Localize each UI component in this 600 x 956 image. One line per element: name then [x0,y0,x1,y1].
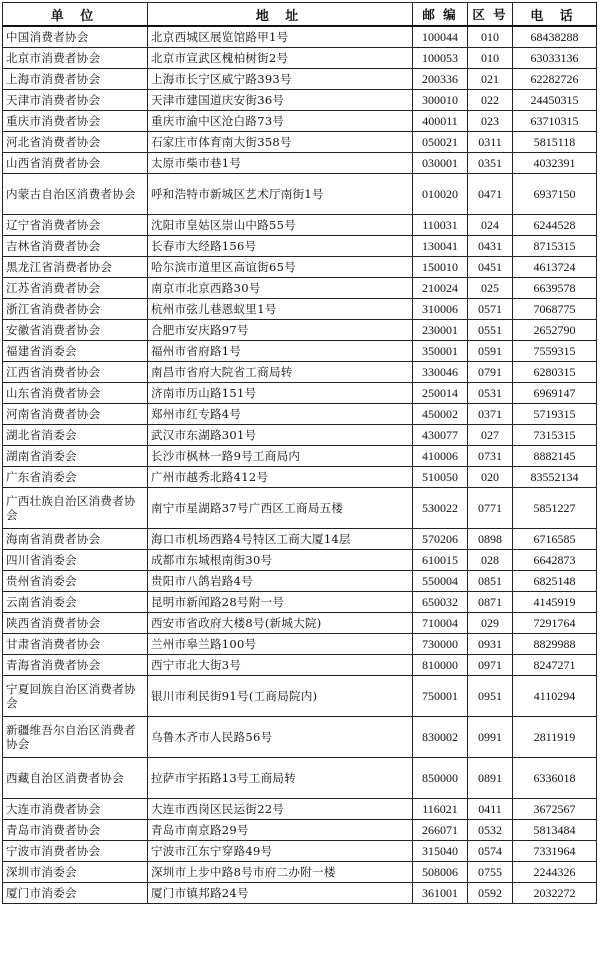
cell-area-code: 021 [468,69,513,90]
cell-unit: 上海市消费者协会 [3,69,148,90]
cell-address: 厦门市镇邦路24号 [148,883,413,904]
cell-zip: 750001 [413,676,468,717]
cell-zip: 810000 [413,655,468,676]
cell-zip: 250014 [413,383,468,404]
cell-address: 长沙市枫林一路9号工商局内 [148,446,413,467]
cell-zip: 400011 [413,111,468,132]
cell-unit: 深圳市消委会 [3,862,148,883]
table-row [3,717,597,758]
cell-phone: 6244528 [513,215,597,236]
cell-zip: 100053 [413,48,468,69]
cell-area-code: 010 [468,48,513,69]
cell-phone: 6937150 [513,174,597,215]
header-row [3,3,597,27]
cell-area-code: 0951 [468,676,513,717]
cell-area-code: 0991 [468,717,513,758]
cell-phone: 6825148 [513,571,597,592]
cell-area-code: 0871 [468,592,513,613]
cell-phone: 2811919 [513,717,597,758]
cell-unit: 青岛市消费者协会 [3,820,148,841]
cell-area-code: 0592 [468,883,513,904]
cell-address: 贵阳市八鸽岩路4号 [148,571,413,592]
cell-unit: 厦门市消委会 [3,883,148,904]
consumer-association-table [2,2,597,904]
cell-phone: 3672567 [513,799,597,820]
cell-zip: 310006 [413,299,468,320]
table-row [3,320,597,341]
table-row [3,592,597,613]
cell-zip: 330046 [413,362,468,383]
cell-zip: 050021 [413,132,468,153]
column-header-zip: 邮 编 [413,3,468,27]
cell-area-code: 027 [468,425,513,446]
cell-unit: 云南省消委会 [3,592,148,613]
cell-phone: 6969147 [513,383,597,404]
cell-zip: 030001 [413,153,468,174]
cell-area-code: 023 [468,111,513,132]
column-header-unit: 单 位 [3,3,148,27]
cell-phone: 6642873 [513,550,597,571]
cell-area-code: 0471 [468,174,513,215]
cell-address: 南京市北京西路30号 [148,278,413,299]
cell-area-code: 0591 [468,341,513,362]
table-row [3,48,597,69]
cell-zip: 230001 [413,320,468,341]
cell-unit: 江苏省消费者协会 [3,278,148,299]
cell-address: 海口市机场西路4号特区工商大厦14层 [148,529,413,550]
table-row [3,446,597,467]
cell-area-code: 0551 [468,320,513,341]
cell-area-code: 0431 [468,236,513,257]
cell-unit: 河南省消费者协会 [3,404,148,425]
table-row [3,655,597,676]
cell-unit: 浙江省消费者协会 [3,299,148,320]
cell-unit: 宁波市消费者协会 [3,841,148,862]
cell-unit: 天津市消费者协会 [3,90,148,111]
table-row [3,404,597,425]
cell-area-code: 0531 [468,383,513,404]
cell-address: 上海市长宁区威宁路393号 [148,69,413,90]
table-row [3,634,597,655]
cell-unit: 陕西省消费者协会 [3,613,148,634]
cell-address: 广州市越秀北路412号 [148,467,413,488]
cell-phone: 7559315 [513,341,597,362]
cell-area-code: 022 [468,90,513,111]
cell-address: 天津市建国道庆安街36号 [148,90,413,111]
cell-zip: 610015 [413,550,468,571]
cell-zip: 150010 [413,257,468,278]
cell-address: 合肥市安庆路97号 [148,320,413,341]
cell-address: 呼和浩特市新城区艺术厅南街1号 [148,174,413,215]
cell-unit: 重庆市消费者协会 [3,111,148,132]
table-row [3,236,597,257]
cell-phone: 5851227 [513,488,597,529]
table-row [3,153,597,174]
cell-area-code: 0351 [468,153,513,174]
cell-phone: 6716585 [513,529,597,550]
cell-phone: 8882145 [513,446,597,467]
table-row [3,488,597,529]
cell-zip: 100044 [413,26,468,48]
cell-zip: 315040 [413,841,468,862]
cell-address: 济南市历山路151号 [148,383,413,404]
table-row [3,90,597,111]
cell-zip: 510050 [413,467,468,488]
cell-zip: 570206 [413,529,468,550]
cell-unit: 海南省消费者协会 [3,529,148,550]
cell-address: 青岛市南京路29号 [148,820,413,841]
cell-address: 郑州市红专路4号 [148,404,413,425]
cell-phone: 62282726 [513,69,597,90]
cell-phone: 24450315 [513,90,597,111]
cell-zip: 210024 [413,278,468,299]
cell-phone: 8247271 [513,655,597,676]
cell-unit: 贵州省消委会 [3,571,148,592]
cell-address: 太原市柴市巷1号 [148,153,413,174]
cell-phone: 6280315 [513,362,597,383]
cell-address: 南昌市省府大院省工商局转 [148,362,413,383]
cell-zip: 266071 [413,820,468,841]
cell-area-code: 028 [468,550,513,571]
cell-unit: 青海省消费者协会 [3,655,148,676]
table-row [3,820,597,841]
cell-address: 乌鲁木齐市人民路56号 [148,717,413,758]
cell-phone: 6336018 [513,758,597,799]
cell-area-code: 0851 [468,571,513,592]
cell-address: 南宁市星湖路37号广西区工商局五楼 [148,488,413,529]
table-row [3,862,597,883]
cell-address: 银川市利民街91号(工商局院内) [148,676,413,717]
cell-address: 成都市东城根南街30号 [148,550,413,571]
cell-address: 北京西城区展览馆路甲1号 [148,26,413,48]
cell-unit: 河北省消费者协会 [3,132,148,153]
cell-phone: 2652790 [513,320,597,341]
cell-zip: 200336 [413,69,468,90]
table-row [3,758,597,799]
cell-zip: 116021 [413,799,468,820]
cell-phone: 4613724 [513,257,597,278]
cell-zip: 430077 [413,425,468,446]
cell-address: 北京市宣武区槐柏树街2号 [148,48,413,69]
cell-unit: 江西省消费者协会 [3,362,148,383]
table-row [3,550,597,571]
table-row [3,174,597,215]
cell-area-code: 0411 [468,799,513,820]
cell-zip: 410006 [413,446,468,467]
cell-area-code: 0771 [468,488,513,529]
table-header [3,3,597,27]
cell-unit: 山东省消费者协会 [3,383,148,404]
cell-zip: 650032 [413,592,468,613]
cell-area-code: 0451 [468,257,513,278]
cell-area-code: 0898 [468,529,513,550]
cell-phone: 4110294 [513,676,597,717]
cell-area-code: 0931 [468,634,513,655]
cell-area-code: 010 [468,26,513,48]
cell-area-code: 020 [468,467,513,488]
cell-address: 哈尔滨市道里区高谊街65号 [148,257,413,278]
cell-phone: 63033136 [513,48,597,69]
cell-address: 宁波市江东宁穿路49号 [148,841,413,862]
table-row [3,883,597,904]
cell-phone: 68438288 [513,26,597,48]
table-row [3,676,597,717]
cell-zip: 530022 [413,488,468,529]
cell-area-code: 025 [468,278,513,299]
table-row [3,215,597,236]
cell-zip: 550004 [413,571,468,592]
cell-phone: 5815118 [513,132,597,153]
table-row [3,257,597,278]
cell-address: 西安市省政府大楼8号(新城大院) [148,613,413,634]
table-row [3,799,597,820]
cell-unit: 四川省消委会 [3,550,148,571]
cell-area-code: 0891 [468,758,513,799]
cell-phone: 83552134 [513,467,597,488]
cell-unit: 吉林省消费者协会 [3,236,148,257]
cell-address: 杭州市弦儿巷恩蚁里1号 [148,299,413,320]
cell-area-code: 0311 [468,132,513,153]
cell-phone: 6639578 [513,278,597,299]
cell-zip: 850000 [413,758,468,799]
cell-unit: 甘肃省消费者协会 [3,634,148,655]
cell-unit: 安徽省消费者协会 [3,320,148,341]
cell-area-code: 0574 [468,841,513,862]
cell-zip: 361001 [413,883,468,904]
table-row [3,529,597,550]
cell-unit: 宁夏回族自治区消费者协会 [3,676,148,717]
cell-address: 重庆市渝中区沧白路73号 [148,111,413,132]
cell-unit: 福建省消委会 [3,341,148,362]
cell-area-code: 0371 [468,404,513,425]
cell-unit: 广东省消委会 [3,467,148,488]
cell-unit: 新疆维吾尔自治区消费者协会 [3,717,148,758]
cell-phone: 7315315 [513,425,597,446]
cell-unit: 湖北省消委会 [3,425,148,446]
cell-address: 昆明市新闻路28号附一号 [148,592,413,613]
cell-area-code: 0755 [468,862,513,883]
table-row [3,299,597,320]
cell-phone: 63710315 [513,111,597,132]
cell-area-code: 0791 [468,362,513,383]
cell-area-code: 0731 [468,446,513,467]
cell-unit: 西藏自治区消费者协会 [3,758,148,799]
table-row [3,613,597,634]
cell-address: 石家庄市体育南大街358号 [148,132,413,153]
cell-phone: 7331964 [513,841,597,862]
table-row [3,571,597,592]
cell-zip: 130041 [413,236,468,257]
cell-area-code: 0532 [468,820,513,841]
table-body [3,26,597,904]
cell-address: 长春市大经路156号 [148,236,413,257]
table-row [3,383,597,404]
cell-zip: 830002 [413,717,468,758]
cell-unit: 辽宁省消费者协会 [3,215,148,236]
cell-phone: 2244326 [513,862,597,883]
table-row [3,132,597,153]
cell-unit: 北京市消费者协会 [3,48,148,69]
cell-zip: 010020 [413,174,468,215]
table-row [3,467,597,488]
cell-phone: 7291764 [513,613,597,634]
cell-area-code: 0571 [468,299,513,320]
cell-unit: 湖南省消委会 [3,446,148,467]
cell-area-code: 024 [468,215,513,236]
table-row [3,111,597,132]
cell-phone: 8829988 [513,634,597,655]
cell-address: 武汉市东湖路301号 [148,425,413,446]
cell-zip: 508006 [413,862,468,883]
cell-zip: 710004 [413,613,468,634]
cell-phone: 5813484 [513,820,597,841]
cell-phone: 4032391 [513,153,597,174]
cell-phone: 7068775 [513,299,597,320]
cell-unit: 山西省消费者协会 [3,153,148,174]
cell-address: 福州市省府路1号 [148,341,413,362]
cell-zip: 450002 [413,404,468,425]
cell-address: 大连市西岗区民运街22号 [148,799,413,820]
table-row [3,362,597,383]
column-header-phone: 电 话 [513,3,597,27]
column-header-area-code: 区 号 [468,3,513,27]
cell-unit: 黑龙江省消费者协会 [3,257,148,278]
table-row [3,278,597,299]
cell-address: 沈阳市皇姑区崇山中路55号 [148,215,413,236]
table-row [3,841,597,862]
cell-zip: 300010 [413,90,468,111]
cell-phone: 5719315 [513,404,597,425]
table-row [3,26,597,48]
cell-unit: 中国消费者协会 [3,26,148,48]
cell-zip: 350001 [413,341,468,362]
cell-phone: 4145919 [513,592,597,613]
cell-unit: 内蒙古自治区消费者协会 [3,174,148,215]
column-header-address: 地 址 [148,3,413,27]
cell-area-code: 029 [468,613,513,634]
table-row [3,341,597,362]
cell-unit: 大连市消费者协会 [3,799,148,820]
cell-address: 拉萨市宇拓路13号工商局转 [148,758,413,799]
cell-zip: 110031 [413,215,468,236]
cell-zip: 730000 [413,634,468,655]
cell-address: 兰州市皋兰路100号 [148,634,413,655]
cell-address: 深圳市上步中路8号市府二办附一楼 [148,862,413,883]
cell-area-code: 0971 [468,655,513,676]
cell-phone: 8715315 [513,236,597,257]
cell-unit: 广西壮族自治区消费者协会 [3,488,148,529]
table-row [3,425,597,446]
cell-phone: 2032272 [513,883,597,904]
table-row [3,69,597,90]
cell-address: 西宁市北大街3号 [148,655,413,676]
